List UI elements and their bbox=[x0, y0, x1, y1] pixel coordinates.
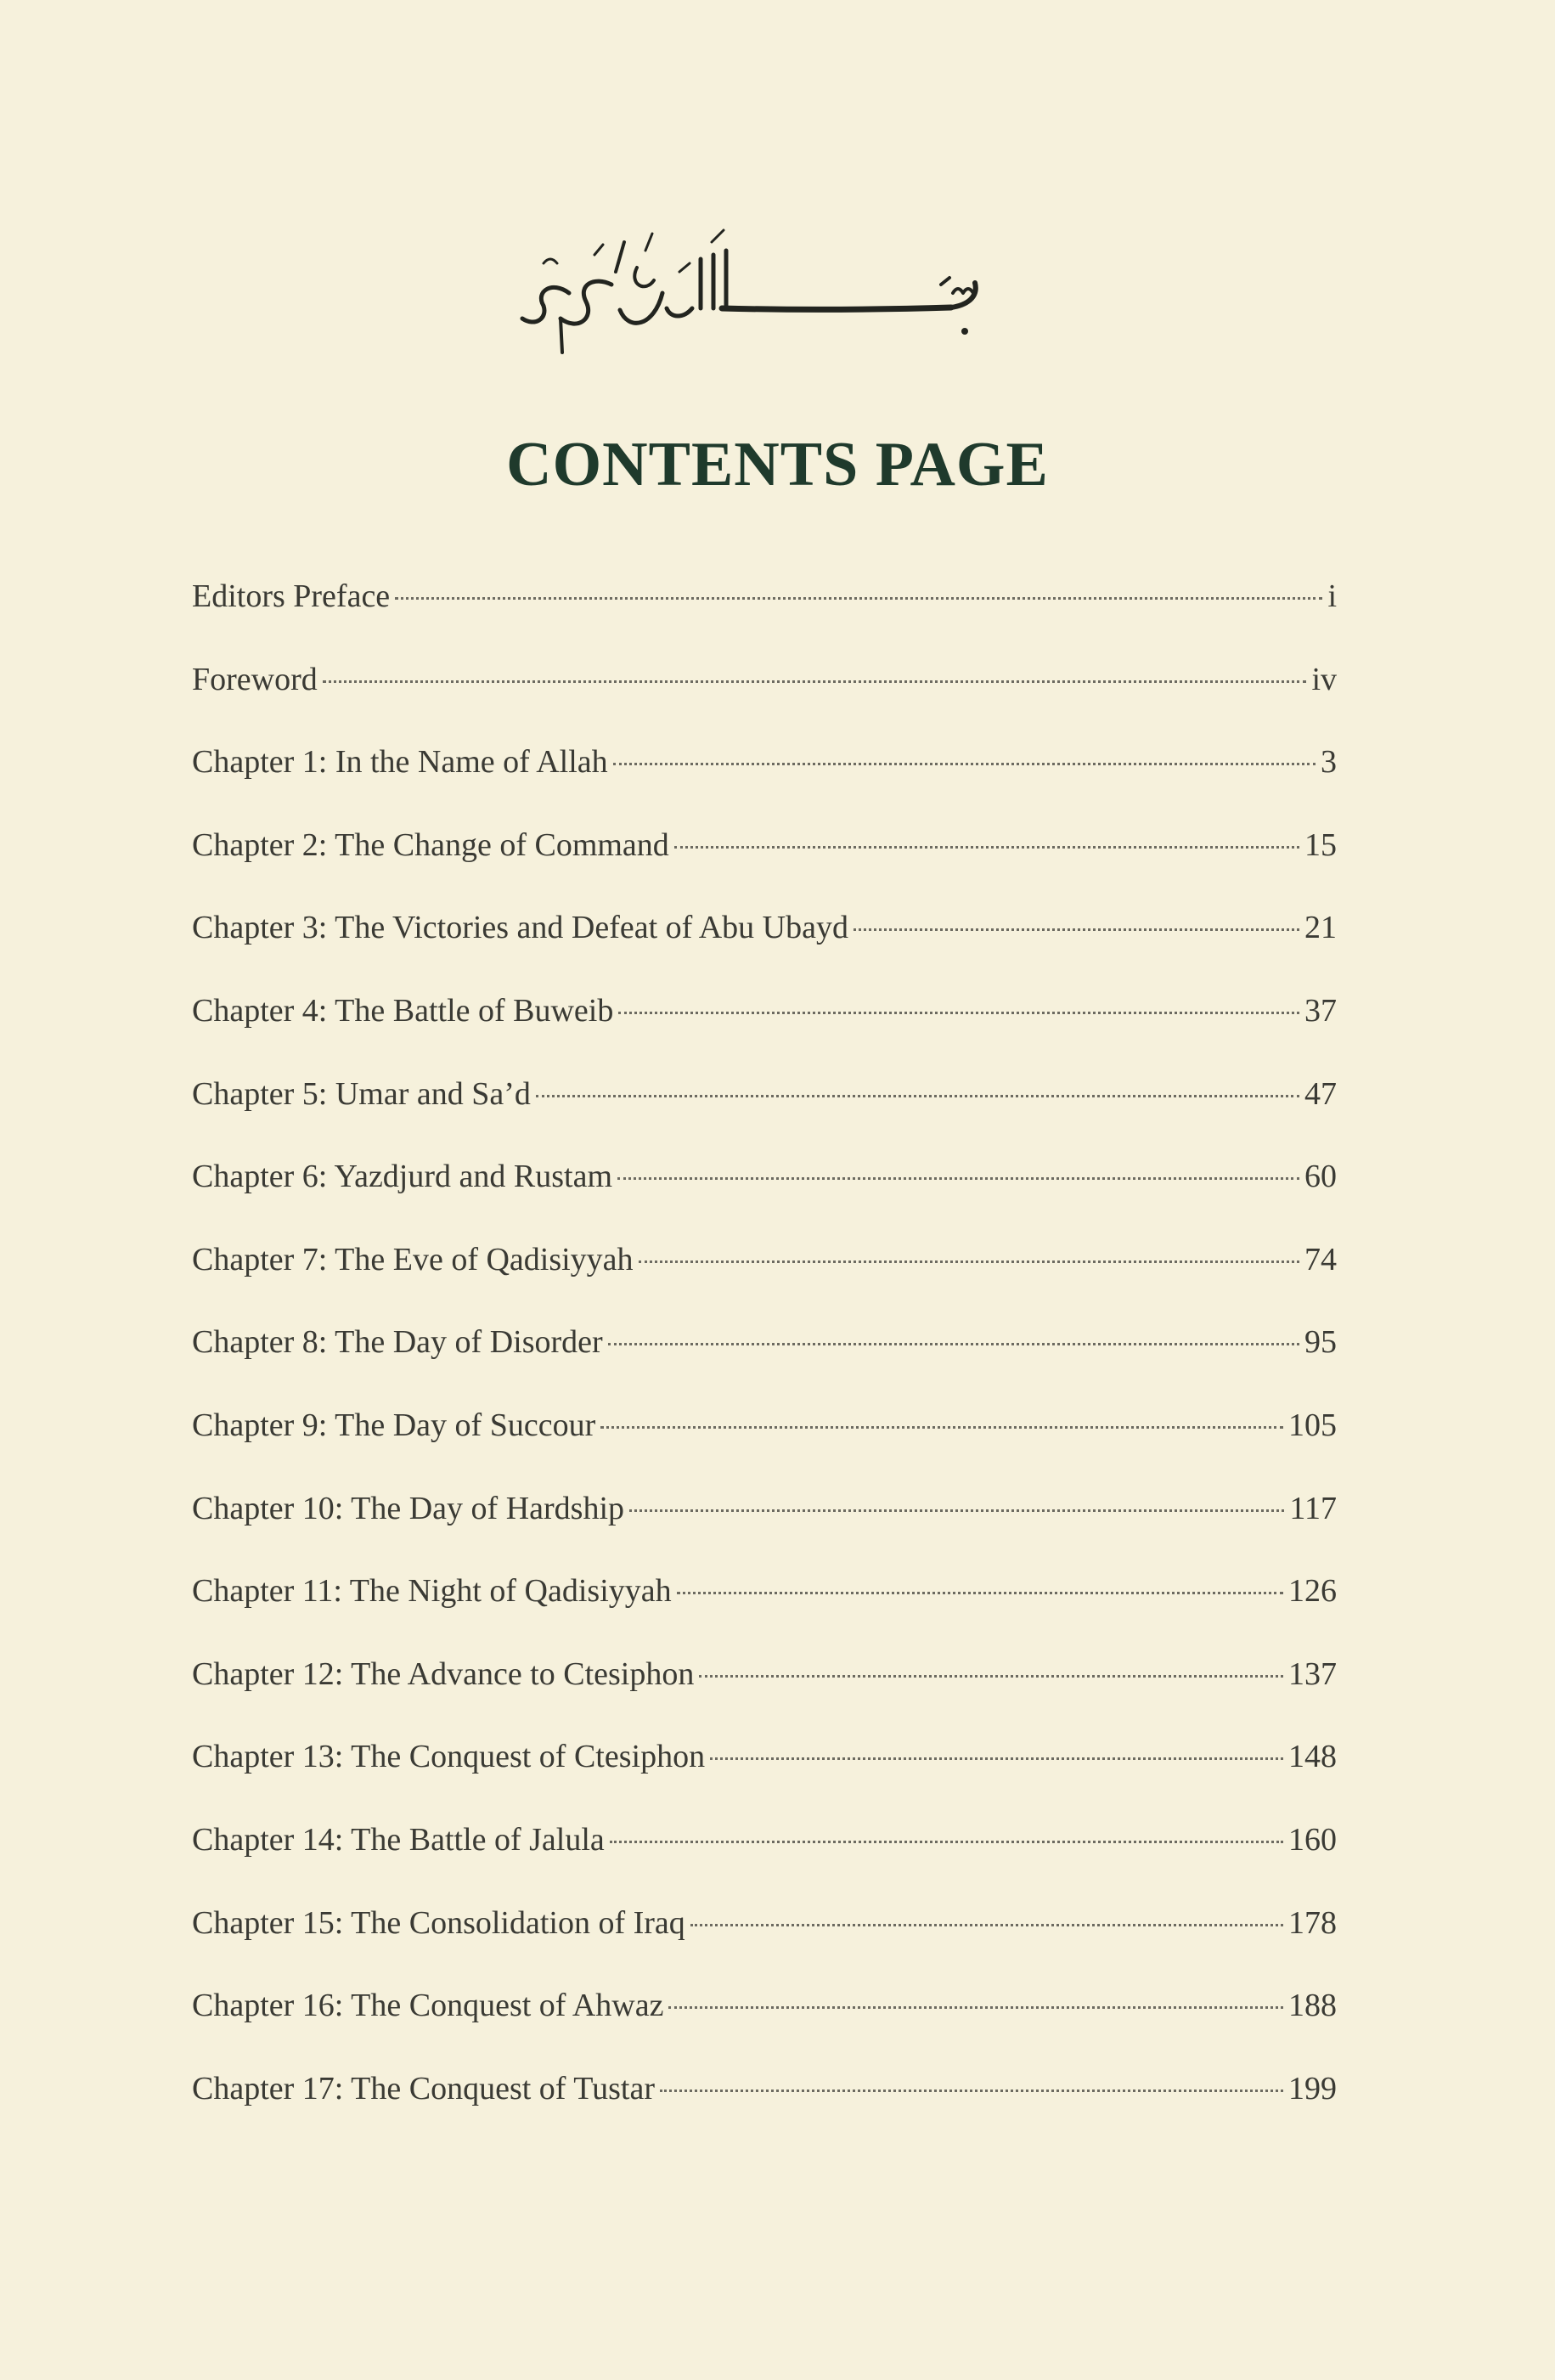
toc-entry-title: Chapter 11: The Night of Qadisiyyah bbox=[192, 1573, 672, 1610]
table-of-contents bbox=[192, 578, 1337, 2152]
dot-leader bbox=[677, 1592, 1283, 1594]
dot-leader bbox=[690, 1924, 1283, 1926]
toc-entry-page-number: 160 bbox=[1288, 1821, 1337, 1858]
toc-entry bbox=[192, 1158, 1337, 1241]
toc-entry-title: Chapter 8: The Day of Disorder bbox=[192, 1324, 603, 1361]
toc-entry-page-number: 15 bbox=[1304, 826, 1337, 863]
toc-entry bbox=[192, 1904, 1337, 1988]
toc-entry-page-number: 178 bbox=[1288, 1904, 1337, 1941]
toc-entry bbox=[192, 992, 1337, 1075]
toc-entry bbox=[192, 1323, 1337, 1407]
toc-entry-page-number: 105 bbox=[1288, 1407, 1337, 1443]
dot-leader bbox=[617, 1177, 1299, 1180]
toc-entry-page-number: 126 bbox=[1288, 1573, 1337, 1610]
toc-entry-title: Editors Preface bbox=[192, 578, 391, 614]
toc-entry-page-number: 188 bbox=[1288, 1988, 1337, 2024]
toc-entry-title: Chapter 17: The Conquest of Tustar bbox=[192, 2070, 656, 2106]
toc-entry-title: Chapter 7: The Eve of Qadisiyyah bbox=[192, 1241, 634, 1277]
toc-entry-page-number: i bbox=[1327, 578, 1337, 614]
toc-entry-title: Foreword bbox=[192, 661, 318, 697]
dot-leader bbox=[608, 1343, 1299, 1345]
dot-leader bbox=[323, 680, 1307, 683]
toc-entry-title: Chapter 16: The Conquest of Ahwaz bbox=[192, 1988, 664, 2024]
page-title: CONTENTS PAGE bbox=[506, 430, 1049, 499]
toc-entry-title: Chapter 5: Umar and Sa’d bbox=[192, 1075, 531, 1112]
toc-entry-page-number: 37 bbox=[1304, 992, 1337, 1029]
toc-entry-page-number: 60 bbox=[1304, 1159, 1337, 1195]
dot-leader bbox=[536, 1095, 1299, 1097]
toc-entry bbox=[192, 1407, 1337, 1490]
toc-entry-page-number: 74 bbox=[1304, 1241, 1337, 1277]
toc-entry-title: Chapter 4: The Battle of Buweib bbox=[192, 992, 614, 1029]
dot-leader bbox=[668, 2006, 1283, 2009]
toc-entry-title: Chapter 10: The Day of Hardship bbox=[192, 1490, 625, 1526]
toc-entry-page-number: 21 bbox=[1304, 910, 1337, 946]
toc-entry bbox=[192, 1655, 1337, 1739]
toc-entry bbox=[192, 826, 1337, 910]
dot-leader bbox=[854, 928, 1299, 931]
toc-entry-title: Chapter 13: The Conquest of Ctesiphon bbox=[192, 1739, 706, 1775]
toc-entry bbox=[192, 578, 1337, 661]
dot-leader bbox=[629, 1509, 1284, 1512]
toc-entry bbox=[192, 1075, 1337, 1159]
toc-entry bbox=[192, 909, 1337, 992]
basmala-calligraphy bbox=[510, 191, 1002, 361]
toc-entry bbox=[192, 1738, 1337, 1821]
dot-leader bbox=[618, 1012, 1299, 1014]
toc-entry-title: Chapter 6: Yazdjurd and Rustam bbox=[192, 1159, 613, 1195]
toc-entry bbox=[192, 1572, 1337, 1655]
toc-entry bbox=[192, 743, 1337, 826]
toc-entry bbox=[192, 661, 1337, 744]
toc-entry bbox=[192, 1241, 1337, 1324]
dot-leader bbox=[660, 2090, 1283, 2092]
dot-leader bbox=[610, 1841, 1283, 1843]
toc-entry-page-number: 148 bbox=[1288, 1739, 1337, 1775]
toc-entry bbox=[192, 2070, 1337, 2153]
toc-entry-page-number: 3 bbox=[1321, 744, 1337, 781]
toc-entry bbox=[192, 1821, 1337, 1904]
toc-entry-page-number: 117 bbox=[1289, 1490, 1337, 1526]
dot-leader bbox=[613, 763, 1316, 765]
toc-entry-title: Chapter 14: The Battle of Jalula bbox=[192, 1821, 605, 1858]
toc-entry bbox=[192, 1490, 1337, 1573]
toc-entry-title: Chapter 3: The Victories and Defeat of Abu Ubayd bbox=[192, 910, 848, 946]
toc-entry-page-number: iv bbox=[1311, 661, 1337, 697]
toc-entry-title: Chapter 1: In the Name of Allah bbox=[192, 744, 608, 781]
toc-entry-title: Chapter 2: The Change of Command bbox=[192, 826, 669, 863]
toc-entry-title: Chapter 15: The Consolidation of Iraq bbox=[192, 1904, 685, 1941]
toc-entry-page-number: 95 bbox=[1304, 1324, 1337, 1361]
toc-entry-page-number: 137 bbox=[1288, 1655, 1337, 1692]
dot-leader bbox=[600, 1426, 1283, 1429]
dot-leader bbox=[699, 1675, 1283, 1678]
dot-leader bbox=[639, 1260, 1299, 1263]
toc-entry-page-number: 199 bbox=[1288, 2070, 1337, 2106]
dot-leader bbox=[710, 1757, 1283, 1760]
toc-entry-title: Chapter 12: The Advance to Ctesiphon bbox=[192, 1655, 695, 1692]
dot-leader bbox=[674, 846, 1299, 849]
toc-entry-page-number: 47 bbox=[1304, 1075, 1337, 1112]
toc-entry-title: Chapter 9: The Day of Succour bbox=[192, 1407, 596, 1443]
dot-leader bbox=[395, 597, 1322, 600]
toc-entry bbox=[192, 1987, 1337, 2070]
